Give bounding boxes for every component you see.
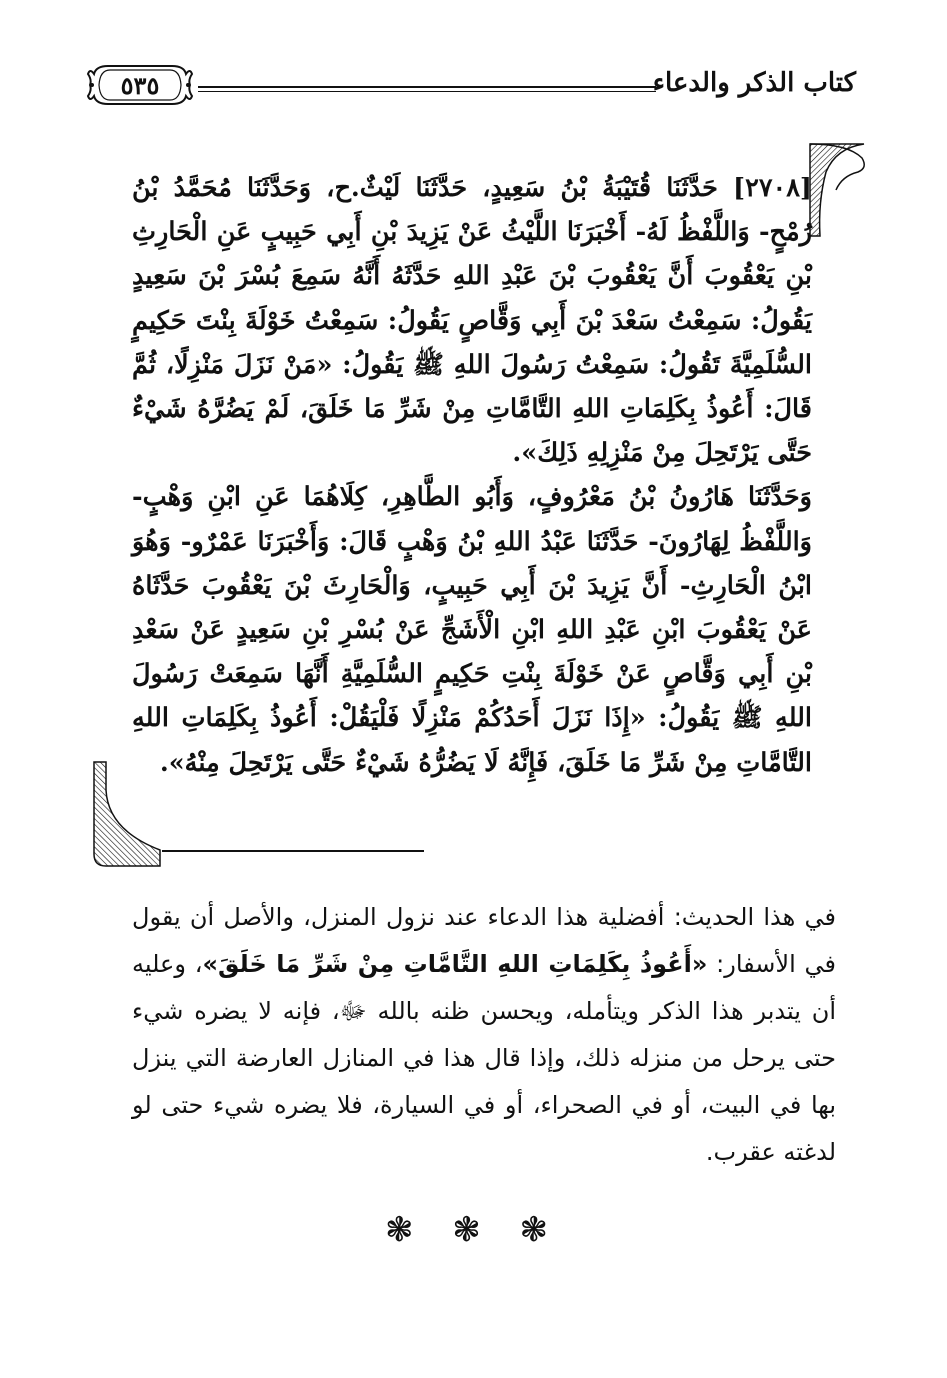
commentary-text	[132, 894, 836, 1176]
frame-bottom-rule	[162, 850, 424, 852]
hadith-paragraph: [٢٧٠٨] حَدَّثَنَا قُتَيْبَةُ بْنُ سَعِيدٍ، حَدَّثَنَا لَيْثٌ.ح، وَحَدَّثَنَا مُحَمَّدُ بْنُ رُمْحٍ- وَاللَّفْظُ لَهُ- أَخْبَرَنَا اللَّيْثُ عَنْ يَزِيدَ بْنِ أَبِي حَبِيبٍ عَنِ الْحَارِثِ بْنِ يَعْقُوبَ أَنَّ يَعْقُوبَ بْنَ عَبْدِ اللهِ حَدَّثَهُ أَنَّهُ سَمِعَ بُسْرَ بْنَ سَعِيدٍ يَقُولُ: سَمِعْتُ سَعْدَ بْنَ أَبِي وَقَّاصٍ يَقُولُ: سَمِعْتُ خَوْلَةَ بِنْتَ حَكِيمٍ السُّلَمِيَّةَ تَقُولُ: سَمِعْتُ رَسُولَ اللهِ ﷺ يَقُولُ: «مَنْ نَزَلَ مَنْزِلًا، ثُمَّ قَالَ: أَعُوذُ بِكَلِمَاتِ اللهِ التَّامَّاتِ مِنْ شَرِّ مَا خَلَقَ، لَمْ يَضُرَّهُ شَيْءٌ حَتَّى يَرْتَحِلَ مِنْ مَنْزِلِهِ ذَلِكَ».	[132, 173, 812, 469]
page-header	[86, 58, 856, 114]
commentary-quote: «أَعُوذُ بِكَلِمَاتِ اللهِ التَّامَّاتِ مِنْ شَرِّ مَا خَلَقَ»	[202, 950, 708, 978]
book-title: كتاب الذكر والدعاء	[652, 68, 856, 98]
commentary-paragraph	[132, 894, 836, 1176]
page-number-badge	[86, 60, 194, 110]
frame-corner-top-right	[808, 142, 870, 238]
section-separator: ❃ ❃ ❃	[384, 1210, 563, 1250]
header-rule	[198, 86, 656, 88]
header-rule-thin	[198, 91, 656, 92]
commentary-body: ، وعليه أن يتدبر هذا الذكر ويتأمله، ويحسن ظنه بالله ﷻ، فإنه لا يضره شيء حتى يرحل من منزله ذلك، وإذا قال هذا في المنازل العارضة التي ينزل بها في البيت، أو في الصحراء، أو في السيارة، فلا يضره شيء حتى لو لدغته عقرب.	[132, 950, 836, 1166]
hadith-text	[132, 166, 812, 785]
page-number: ٥٣٥	[120, 71, 160, 100]
commentary-intro: في هذا الحديث: أفضلية هذا الدعاء عند نزول المنزل، والأصل أن يقول في الأسفار:	[132, 903, 836, 978]
hadith-paragraph: وَحَدَّثَنَا هَارُونُ بْنُ مَعْرُوفٍ، وَأَبُو الطَّاهِرِ، كِلَاهُمَا عَنِ ابْنِ وَهْبٍ- وَاللَّفْظُ لِهَارُونَ- حَدَّثَنَا عَبْدُ اللهِ بْنُ وَهْبٍ قَالَ: وَأَخْبَرَنَا عَمْرٌو- وَهُوَ ابْنُ الْحَارِثِ- أَنَّ يَزِيدَ بْنَ أَبِي حَبِيبٍ، وَالْحَارِثَ بْنَ يَعْقُوبَ حَدَّثَاهُ عَنْ يَعْقُوبَ ابْنِ عَبْدِ اللهِ ابْنِ الْأَشَجِّ عَنْ بُسْرِ بْنِ سَعِيدٍ عَنْ سَعْدِ بْنِ أَبِي وَقَّاصٍ عَنْ خَوْلَةَ بِنْتِ حَكِيمٍ السُّلَمِيَّةِ أَنَّهَا سَمِعَتْ رَسُولَ اللهِ ﷺ يَقُولُ: «إِذَا نَزَلَ أَحَدُكُمْ مَنْزِلًا فَلْيَقُلْ: أَعُوذُ بِكَلِمَاتِ اللهِ التَّامَّاتِ مِنْ شَرِّ مَا خَلَقَ، فَإِنَّهُ لَا يَضُرُّهُ شَيْءٌ حَتَّى يَرْتَحِلَ مِنْهُ».	[132, 482, 812, 778]
